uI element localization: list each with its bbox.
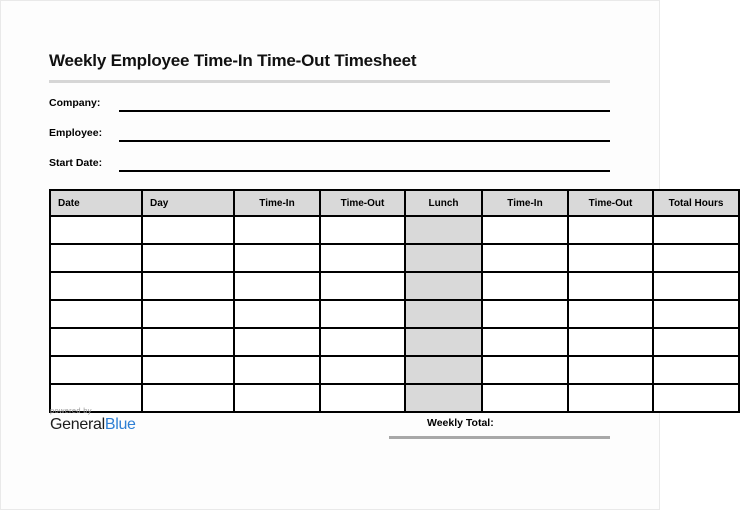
column-header-time-in-2: Time-In [482,190,568,216]
cell-time-in-1[interactable] [234,300,320,328]
powered-by-label: powered by [50,406,92,415]
cell-time-out-2[interactable] [568,328,653,356]
cell-time-out-1[interactable] [320,272,405,300]
table-row [50,328,739,356]
cell-date[interactable] [50,216,142,244]
cell-time-out-1[interactable] [320,216,405,244]
table-body [50,216,739,412]
cell-total-hours[interactable] [653,216,739,244]
weekly-total-input-line[interactable] [389,436,610,439]
generalblue-logo [50,407,136,433]
cell-date[interactable] [50,300,142,328]
column-header-total-hours: Total Hours [653,190,739,216]
cell-total-hours[interactable] [653,244,739,272]
column-header-time-out-1: Time-Out [320,190,405,216]
cell-time-out-2[interactable] [568,244,653,272]
cell-total-hours[interactable] [653,328,739,356]
column-header-time-in-1: Time-In [234,190,320,216]
cell-time-in-2[interactable] [482,300,568,328]
table-row [50,216,739,244]
cell-total-hours[interactable] [653,300,739,328]
cell-time-out-2[interactable] [568,384,653,412]
cell-date[interactable] [50,356,142,384]
cell-time-out-1[interactable] [320,300,405,328]
column-header-time-out-2: Time-Out [568,190,653,216]
column-header-date: Date [50,190,142,216]
cell-day[interactable] [142,384,234,412]
cell-time-in-1[interactable] [234,244,320,272]
table-row [50,272,739,300]
cell-time-out-2[interactable] [568,300,653,328]
start-date-input-line[interactable] [119,170,610,172]
cell-lunch[interactable] [405,300,482,328]
cell-time-in-1[interactable] [234,356,320,384]
cell-total-hours[interactable] [653,384,739,412]
cell-day[interactable] [142,328,234,356]
cell-lunch[interactable] [405,216,482,244]
cell-time-out-1[interactable] [320,328,405,356]
cell-lunch[interactable] [405,356,482,384]
field-row-company [49,95,610,125]
cell-time-out-1[interactable] [320,356,405,384]
company-label: Company: [49,97,101,109]
cell-time-out-2[interactable] [568,356,653,384]
cell-time-in-2[interactable] [482,384,568,412]
brand-wordmark [50,417,136,433]
cell-day[interactable] [142,356,234,384]
cell-total-hours[interactable] [653,272,739,300]
cell-lunch[interactable] [405,272,482,300]
cell-time-out-2[interactable] [568,272,653,300]
column-header-lunch: Lunch [405,190,482,216]
column-header-day: Day [142,190,234,216]
cell-day[interactable] [142,244,234,272]
cell-time-in-2[interactable] [482,272,568,300]
page-title: Weekly Employee Time-In Time-Out Timesheet [49,51,417,70]
cell-time-out-1[interactable] [320,384,405,412]
cell-time-out-1[interactable] [320,244,405,272]
table-row [50,384,739,412]
weekly-total-label: Weekly Total: [427,417,494,429]
cell-time-in-1[interactable] [234,272,320,300]
cell-lunch[interactable] [405,328,482,356]
table-row [50,300,739,328]
brand-general-text: General [50,415,105,433]
cell-time-in-2[interactable] [482,356,568,384]
field-row-employee [49,125,610,155]
cell-time-in-2[interactable] [482,216,568,244]
table-row [50,244,739,272]
weekly-total-section [389,413,610,431]
cell-time-out-2[interactable] [568,216,653,244]
cell-date[interactable] [50,272,142,300]
start-date-label: Start Date: [49,157,103,169]
cell-total-hours[interactable] [653,356,739,384]
employee-label: Employee: [49,127,103,139]
employee-input-line[interactable] [119,140,610,142]
table-header-row [50,190,739,216]
cell-day[interactable] [142,216,234,244]
form-fields [49,95,610,185]
cell-day[interactable] [142,272,234,300]
cell-lunch[interactable] [405,244,482,272]
cell-time-in-1[interactable] [234,328,320,356]
cell-day[interactable] [142,300,234,328]
brand-blue-text: Blue [104,415,136,433]
cell-time-in-2[interactable] [482,244,568,272]
cell-time-in-2[interactable] [482,328,568,356]
cell-lunch[interactable] [405,384,482,412]
company-input-line[interactable] [119,110,610,112]
cell-date[interactable] [50,244,142,272]
title-divider [49,80,610,83]
cell-date[interactable] [50,328,142,356]
timesheet-table [49,189,740,413]
table-header [50,190,739,216]
cell-time-in-1[interactable] [234,384,320,412]
cell-time-in-1[interactable] [234,216,320,244]
field-row-start-date [49,155,610,185]
table-row [50,356,739,384]
